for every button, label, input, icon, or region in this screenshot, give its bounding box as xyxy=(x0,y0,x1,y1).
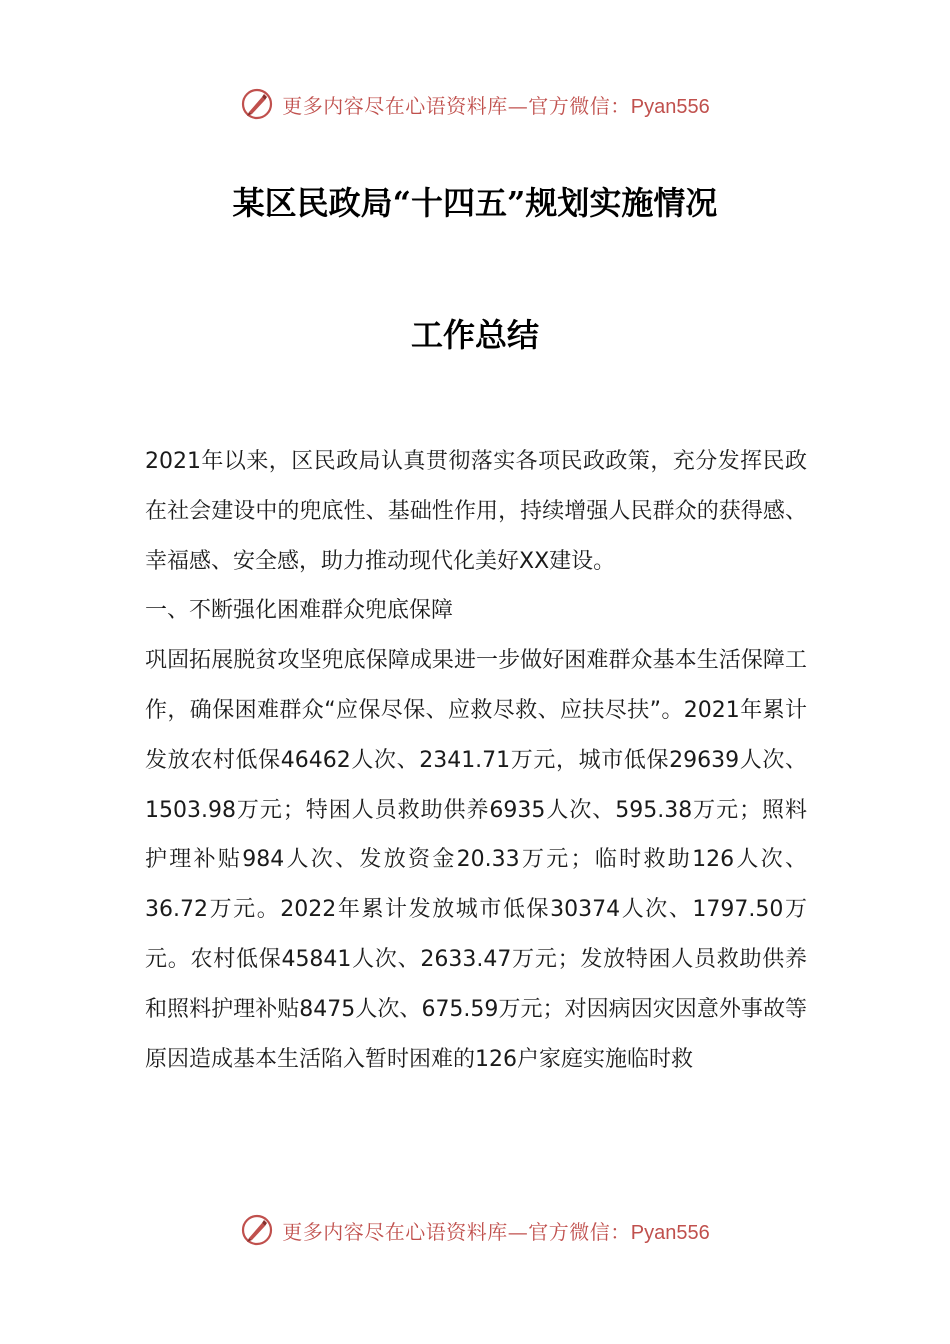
section-heading: 一、不断强化困难群众兜底保障 xyxy=(145,598,454,624)
footer-watermark-banner xyxy=(0,1210,950,1250)
watermark-text: 更多内容尽在心语资料库—官方微信：Pyan556 xyxy=(282,1219,710,1244)
watermark-text: 更多内容尽在心语资料库—官方微信：Pyan556 xyxy=(282,93,710,118)
pen-logo-icon xyxy=(240,87,274,121)
document-title-line1: 某区民政局“十四五”规划实施情况 xyxy=(232,184,718,222)
header-watermark-banner xyxy=(0,84,950,124)
section-paragraph: 巩固拓展脱贫攻坚兜底保障成果进一步做好困难群众基本生活保障工作，确保困难群众“应保尽保、应救尽救、应扶尽扶”。2021年累计发放农村低保46462人次、2341.71万元，城市低保29639人次、1503.98万元；特困人员救助供养6935人次、595.38万元；照料护理补贴984人次、发放资金20.33万元；临时救助126人次、36.72万元。2022年累计发放城市低保30374人次、1797.50万元。农村低保45841人次、2633.47万元；发放特困人员救助供养和照料护理补贴8475人次、675.59万元；对因病因灾因意外事故等原因造成基本生活陷入暂时困难的126户家庭实施临时救 xyxy=(145,648,807,1072)
document-title-line2: 工作总结 xyxy=(410,316,539,354)
intro-paragraph: 2021年以来，区民政局认真贯彻落实各项民政政策，充分发挥民政在社会建设中的兜底性、基础性作用，持续增强人民群众的获得感、幸福感、安全感，助力推动现代化美好XX建设。 xyxy=(145,449,807,574)
pen-logo-icon xyxy=(240,1213,274,1247)
document-body xyxy=(145,437,807,1084)
